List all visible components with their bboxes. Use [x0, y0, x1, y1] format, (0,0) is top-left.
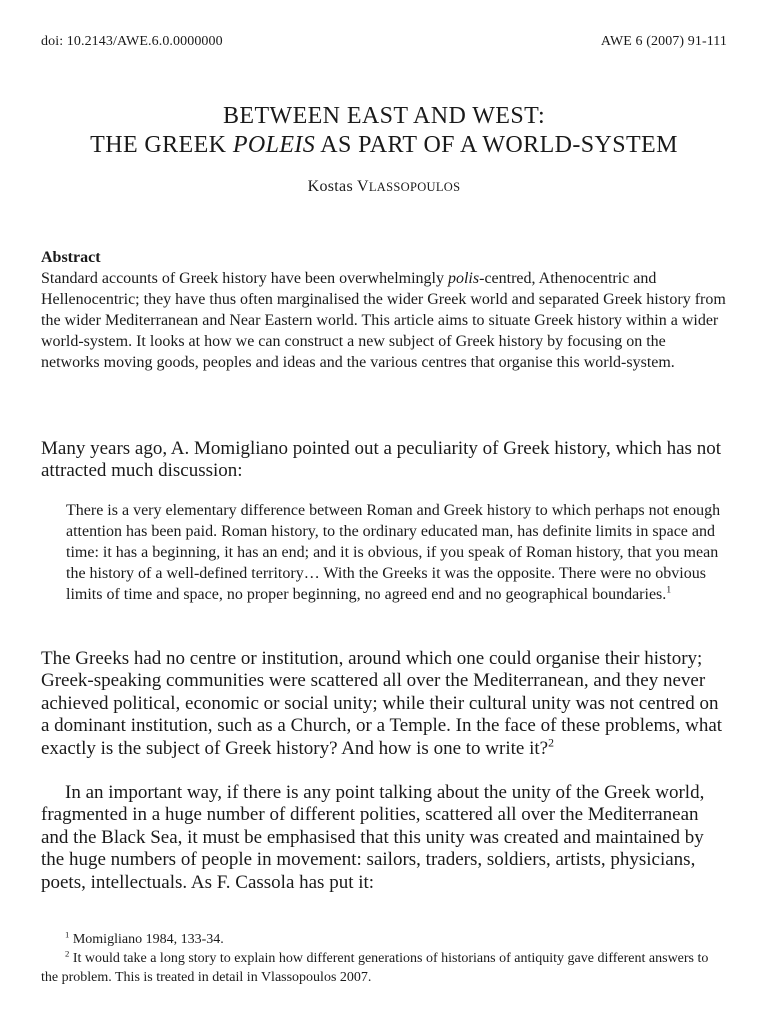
article-title — [0, 102, 768, 160]
body-paragraph-1: Many years ago, A. Momigliano pointed out a peculiarity of Greek history, which has not attracted much discussion: — [41, 438, 721, 482]
footnote-text-2: It would take a long story to explain how different generations of historians of antiquity gave different answers to the problem. This is treated in detail in Vlassopoulos 2007. — [41, 951, 709, 985]
footnote-ref-2[interactable]: 2 — [548, 736, 554, 750]
title-italic-word: POLEIS — [232, 132, 316, 158]
doi-label: doi: 10.2143/AWE.6.0.0000000 — [41, 34, 223, 49]
block-quote-text: There is a very elementary difference between Roman and Greek history to which perhaps not enough attention has been paid. Roman history, to the ordinary educated man, has definite limits in space and time: it has a beginning, it has an end; and it is obvious, if you speak of Roman history, that you mean the history of a well-defined territory… With the Greeks it was the opposite. There were no obvious limits of time and space, no proper beginning, no agreed end and no geographical boundaries. — [66, 502, 721, 603]
title-line-2-end: AS PART OF A WORLD-SYSTEM — [315, 132, 678, 158]
footnote-text-1: Momigliano 1984, 133-34. — [69, 932, 224, 947]
footnotes-section — [41, 930, 728, 987]
abstract-text-end: -centred, Athenocentric and Hellenocentric; they have thus often marginalised the wider Greek world and separated Greek history from the wider Mediterranean and Near Eastern world. This article aims to situate Greek history within a wider world-system. It looks at how we can construct a new subject of Greek history by focusing on the networks moving goods, peoples and ideas and the various centres that organise this world-system. — [41, 270, 726, 371]
running-header — [41, 34, 727, 50]
abstract-text-start: Standard accounts of Greek history have been overwhelmingly — [41, 270, 448, 287]
title-line-1: BETWEEN EAST AND WEST: — [222, 103, 546, 129]
block-quote — [66, 500, 728, 605]
footnote-ref-1[interactable]: 1 — [666, 584, 672, 596]
abstract-text — [41, 268, 728, 373]
body-paragraph-3: In an important way, if there is any point talking about the unity of the Greek world, fragmented in a huge number of different polities, scattered all over the Mediterranean and the Black Sea, it must be emphasised that this unity was created and maintained by the huge numbers of people in movement: sailors, traders, soldiers, artists, physicians, poets, intellectuals. As F. Cassola has put it: — [41, 782, 705, 893]
author-surname-initial: V — [357, 178, 369, 195]
abstract-heading: Abstract — [41, 249, 101, 266]
footnote-2 — [41, 949, 728, 987]
body-paragraph-2-text: The Greeks had no centre or institution, around which one could organise their history; Greek-speaking communities were scattered all over the Mediterranean, and they never achieved political, economic or social unity; while their cultural unity was not centred on a dominant institution, such as a Church, or a Temple. In the face of these problems, what exactly is the subject of Greek history? And how is one to write it? — [41, 648, 723, 759]
author-first-name: Kostas — [307, 178, 357, 195]
abstract-italic-word: polis — [447, 270, 480, 287]
title-line-2-start: THE GREEK — [90, 132, 233, 158]
footnote-number-2: 2 — [65, 948, 70, 959]
title-line-2 — [0, 131, 768, 160]
footnote-number-1: 1 — [65, 929, 70, 940]
abstract-section — [41, 247, 728, 373]
journal-citation: AWE 6 (2007) 91-111 — [600, 34, 727, 49]
author-surname-rest: LASSOPOULOS — [368, 180, 461, 194]
body-paragraph-2 — [41, 648, 728, 760]
footnote-1 — [41, 930, 728, 949]
author-name — [0, 178, 768, 196]
